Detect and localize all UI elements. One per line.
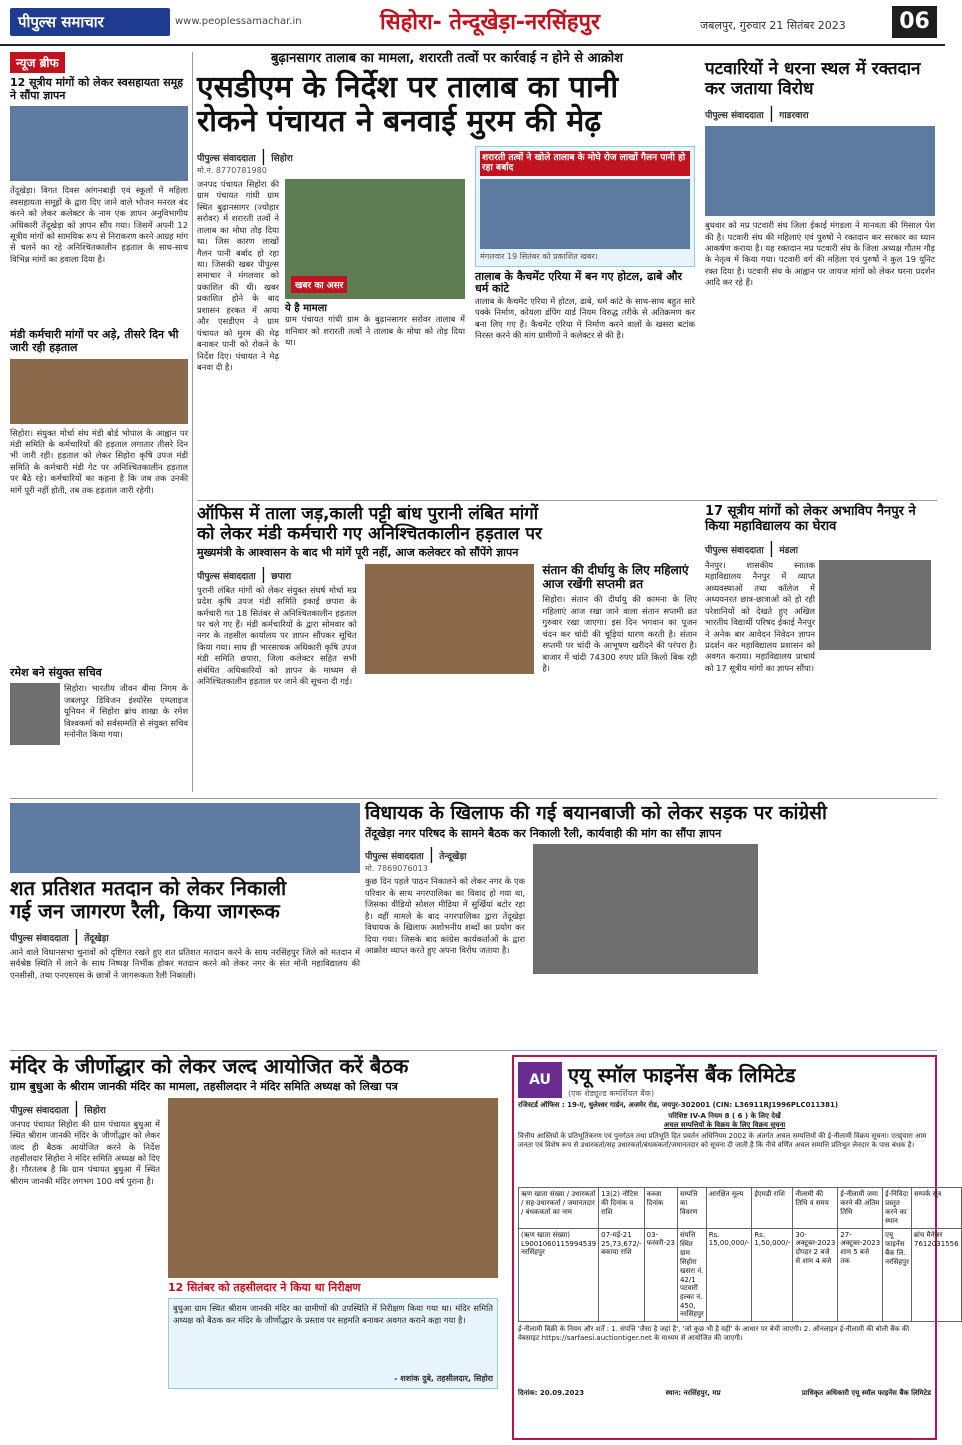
- patwari-story: पटवारियों ने धरना स्थल में रक्तदान कर जताया विरोध पीपुल्स संवाददाता | गाडरवारा बुधवार को मप्र पटवारी संघ जिला ईकाई मंगडला ने मानवता की मिसाल पेश की है। पटवारी संघ की महिलाएं एवं पुरुषों ने रक्तदान कर सरकार का ध्यान आकर्षण कराया है। यह रक्तदान मप्र पटवारी संघ के जिला अध्यक्ष गौतम गौड़ के नेतृत्व में किया गया। पटवारी वर्ग की महिला एवं पुरुषों ने कुल 19 यूनिट रक्त दिया है। पटवारी संघ के आह्वान पर जायज मांगों को लेकर धरना प्रदर्शन आदि कर रहे हैं।: [705, 60, 935, 480]
- lead-text: जनपद पंचायत सिहोरा की ग्राम पंचायत गांधी ग्राम स्थित बुढ़ानसागर (ज्योहार सरोवर) में शरारती तत्वों ने तालाब का मोघा तोड़ दिया था। जिस कारण लाखों गैलन पानी बर्बाद हो रहा था। जिसकी खबर पीपुल्स समाचार ने मंगलवार को प्रकाशित की थी। खबर प्रकाशित होने के बाद प्रशासन हरकत में आया और एसडीएम ने ग्राम पंचायत को मुरम की मेढ़ बनाकर पानी को रोकने के निर्देश दिए। पंचायत ने मेढ़ बनवा दी है।: [197, 178, 279, 372]
- brief-text-1: तेंदूखेड़ा। विगत दिवस आंगनबाड़ी एवं स्कूलों में महिला स्वसहायता समूहों के द्वारा दिए जाने वाले भोजन मनरल बंद करने को लेकर कलेक्टर के नाम एक ज्ञापन अनुविभागीय अधिकारी तेंदूखेड़ा को ज्ञापन सौंप गया। जिसमें अपनी 12 सूत्रीय मांगों को सामयिक रूप से निराकरण करने आग्रह मांग से चलने का रहे अनिश्चितकालीन हड़ताल के साथ-साथ विभिन्न मांगों का हवाला दिया है।: [10, 185, 188, 264]
- brief-photo-1: [10, 106, 188, 181]
- brief-headline-1: 12 सूत्रीय मांगों को लेकर स्वसहायता समूह ने सौंपा ज्ञापन: [10, 76, 184, 102]
- patwari-byline: पीपुल्स संवाददाता: [705, 111, 764, 122]
- mandi-headline-2: को लेकर मंडी कर्मचारी गए अनिश्चितकालीन हड़ताल पर: [197, 523, 542, 544]
- lead-kicker: बुढ़ानसागर तालाब का मामला, शरारती तत्वों पर कार्रवाई न होने से आक्रोश: [270, 51, 624, 66]
- column-divider: [192, 52, 193, 792]
- abvp-text: नैनपुर। शासकीय स्नातक महाविद्यालय नैनपुर में व्याप्त अव्यवस्थाओं तथा कॉलेज में अध्ययनरत छात्र-छात्राओं को हो रही परेशानियों को देखते हुए अखिल भारतीय विद्यार्थी परिषद ईकाई नैनपुर ने अनेक बार आवेदन निवेदन ज्ञापन प्रदर्शन कर महाविद्यालय प्रशासन को अवगत कराया। महाविद्यालय प्राचार्य को 17 सूत्रीय मांगों का ज्ञापन सौंपा।: [705, 559, 815, 673]
- lead-subtext: ग्राम पंचायत गांधी ग्राम के बुढ़ानसागर सरोवर तालाब में शनिवार को शरारती तत्वों ने तालाब के मोघा को तोड़ दिया था।: [285, 314, 465, 348]
- lead-mobile: मो.नं. 8770781980: [197, 165, 267, 175]
- patwari-text: बुधवार को मप्र पटवारी संघ जिला ईकाई मंगडला ने मानवता की मिसाल पेश की है। पटवारी संघ की महिलाएं एवं पुरुषों ने रक्तदान कर सरकार का ध्यान आकर्षण कराया है। यह रक्तदान मप्र पटवारी संघ के जिला अध्यक्ष गौतम गौड़ के नेतृत्व में किया गया। पटवारी वर्ग की महिला एवं पुरुषों ने कुल 19 यूनिट रक्त दिया है। पटवारी संघ के आह्वान पर जायज मांगों को लेकर धरना प्रदर्शन आदि कर रहे हैं।: [705, 220, 935, 288]
- mandi-text: पुरानी लंबित मांगों को लेकर संयुक्त संघर्ष मोर्चा मप्र प्रदेश कृषि उपज मंडी समिति इकाई छपारा के कर्मचारी गत 18 सितंबर से अनिश्चितकालीन हड़ताल पर चले गए हैं। मंडी कर्मचारियों के द्वारा सोमवार को नगर के तहसील कार्यालय पर ज्ञापन सौंपकर सूचित किया गया। साथ ही भारसाधक अधिकारी कृषि उपज मंडी समिति छपारा, जिला कलेक्टर सहित सभी संबंधित अधिकारियों को ज्ञापन के माध्यम से अनिश्चितकालीन हड़ताल पर जाने की सूचना दी गई।: [197, 584, 357, 687]
- photo-tag: खबर का असर: [291, 276, 347, 293]
- mandir-kicker: ग्राम बुधुआ के श्रीराम जानकी मंदिर का मामला, तहसीलदार ने मंदिर समिति अध्यक्ष को लिखा पत्र: [10, 1080, 398, 1093]
- matdan-story: शत प्रतिशत मतदान को लेकर निकाली गई जन जागरण रैली, किया जागरूक पीपुल्स संवाददाता | तेंदूखेड़ा आने वाले विधानसभा चुनावों को दृष्टिगत रखते हुए शत प्रतिशत मतदान करने के साथ नरसिंहपुर जिले को मतदान में सर्वश्रेष्ठ स्थिति में लाने के साथ निष्पक्ष निर्भीक होकर मतदान करने को लेकर नगर के संत मोनी महाविद्यालय की एनसीसी, तथा एनएसएस के छात्रों ने जागरूकता रैली निकाली।: [10, 803, 360, 1048]
- brief-headline-2: मंडी कर्मचारी मांगों पर अड़े, तीसरे दिन भी जारी रही हड़ताल: [10, 328, 179, 354]
- matdan-headline-1: शत प्रतिशत मतदान को लेकर निकाली: [10, 876, 287, 900]
- abvp-photo: [819, 560, 931, 650]
- side-story-headline: तालाब के कैचमेंट एरिया में बन गए होटल, ढाबे और धर्म कांटे: [475, 269, 683, 296]
- mandi-photo: [365, 564, 535, 674]
- lead-photo: [285, 179, 465, 299]
- side-story-text: तालाब के कैचमेंट एरिया में होटल, ढाबे, धर्म कांटे के साथ-साथ बहुत सारे पक्के निर्माण, कोयला डंपिंग यार्ड नियम विरुद्ध तरीके से अतिक्रमण कर बना लिए गए हैं। कैचमेंट एरिया में निर्माण करने वालों के खसरा बटांक निरस्त करने की मांग ग्रामीणों ने कलेक्टर से की है।: [475, 295, 695, 341]
- person-photo: [10, 683, 60, 745]
- ad-intro: वित्तीय आस्तियों के प्रतिभूतिकरण एवं पुनर्गठन तथा प्रतिभूति हित प्रवर्तन अधिनियम 2002 के अंतर्गत अचल सम्पत्तियों की ई-नीलामी विक्रय सूचना। एतद्द्वारा आम जनता एवं विशेष रूप से उधारकर्ता/सह उधारकर्ता/बंधककर्ता/जमानतदार को सूचना दी जाती है कि नीचे वर्णित अचल सम्पत्ति प्रतिभूत लेनदार के पास बंधक है।: [518, 1132, 927, 1150]
- masthead: [0, 0, 945, 46]
- congress-text: कुछ दिन पहले पाठन निकालने को लेकर नगर के एक परिवार के साथ नगरपालिका का विवाद हो गया था, जिसका वीडियो सोशल मीडिया में सुर्खियां बटोर रहा है। वहीं मामले के बाद नगरपालिका द्वारा तेंदूखेड़ा विधायक के खिलाफ अशोभनीय शब्दों का प्रयोग कर दिया गया। जिसके बाद कांग्रेस कार्यकर्ताओं के द्वारा आक्रोश व्याप्त करते हुए अपना विरोध जताया है।: [365, 876, 525, 956]
- table-row: (ऋण खाता संख्या) L9001060115994539 नरसिंहपुर 07-मई-21 25,73,672/- बकाया राशि 03-फरवरी-23 संपत्ति स्थित ग्राम सिहोरा खसरा नं. 42/1 पटवारी हल्का नं. 450, नरसिंहपुर Rs. 15,00,000/- Rs. 1,50,000/- 30-अक्टूबर-2023 दोपहर 2 बजे से शाम 4 बजे 27-अक्टूबर-2023 शाम 5 बजे तक एयू फाइनेंस बैंक लि. नरसिंहपुर ब्रांच मैनेजर 7612031556: [519, 1229, 962, 1322]
- newspaper-clip: [475, 146, 695, 267]
- mandi-headline-1: ऑफिस में ताला जड़,काली पट्टी बांध पुरानी लंबित मांगों: [197, 504, 539, 524]
- brief-tag: न्यूज ब्रीफ: [10, 52, 65, 73]
- lead-place: सिहोरा: [271, 153, 293, 164]
- congress-kicker: तेंदूखेड़ा नगर परिषद के सामने बैठक कर निकाली रैली, कार्यवाही की मांग का सौंपा ज्ञापन: [365, 826, 722, 840]
- mandi-story: ऑफिस में ताला जड़,काली पट्टी बांध पुरानी लंबित मांगों को लेकर मंडी कर्मचारी गए अनिश्चितकालीन हड़ताल पर मुख्यमंत्री के आश्वासन के बाद भी मांगें पूरी नहीं, आज कलेक्टर को सौंपेंगे ज्ञापन पीपुल्स संवाददाता | छपारा पुरानी लंबित मांगों को लेकर संयुक्त संघर्ष मोर्चा मप्र प्रदेश कृषि उपज मंडी समिति इकाई छपारा के कर्मचारी गत 18 सितंबर से अनिश्चितकालीन हड़ताल पर चले गए हैं। मंडी कर्मचारियों के द्वारा सोमवार को नगर के तहसील कार्यालय पर ज्ञापन सौंपकर सूचित किया गया। साथ ही भारसाधक अधिकारी कृषि उपज मंडी समिति छपारा, जिला कलेक्टर सहित सभी संबंधित अधिकारियों को ज्ञापन के माध्यम से अनिश्चितकालीन हड़ताल पर जाने की सूचना दी गई। संतान की दीर्घायु के लिए महिलाएं आज रखेंगी सप्तमी व्रत सिहोरा। संतान की दीर्घायु की कामना के लिए महिलाएं आज रखा जाने वाला संतान सप्तमी व्रत गुरुवार रखा जाएगा। इस दिन भगवान का पूजन चंदन कर चांदी की चूड़ियां धारण करती है। संतान सप्तमी पर चांदी के आभूषण खरीदने की परंपरा है। बाजार में चांदी 74300 रुपए प्रति किलो बिक रही है।: [197, 505, 697, 795]
- mandir-byline: पीपुल्स संवाददाता: [10, 1105, 69, 1116]
- clip-caption: मंगलवार 19 सितंबर को प्रकाशित खबर।: [480, 251, 598, 261]
- brief-photo-2: [10, 359, 188, 424]
- ad-date: दिनांक: 20.09.2023: [518, 1389, 585, 1398]
- congress-place: तेन्दूखेड़ा: [439, 852, 467, 863]
- ad-table-header: ऋण खाता संख्या / उधारकर्ता / सह-उधारकर्ता / जमानतदार / बंधककर्ता का नाम 13(2) नोटिस की दिनांक व राशि कब्जा दिनांक सम्पत्ति का विवरण आरक्षित मूल्य ईएमडी राशि नीलामी की तिथि व समय ई-नीलामी जमा करने की अंतिम तिथि ई-निविदा प्रस्तुत करने का स्थान सम्पर्क सूत्र: [519, 1188, 962, 1229]
- brief-headline-3: रमेश बने संयुक्त सचिव: [10, 665, 102, 679]
- abvp-headline: 17 सूत्रीय मांगों को लेकर अभाविप नैनपुर ने किया महाविद्यालय का घेराव: [705, 504, 916, 534]
- congress-mobile: मो. 7869076013: [365, 864, 428, 874]
- mandi-place: छपारा: [271, 571, 292, 582]
- ad-subtitle: (एक शेड्यूल्ड कमर्शियल बैंक): [568, 1089, 655, 1098]
- mandir-text: जनपद पंचायत सिहोरा की ग्राम पंचायत बुधुआ में स्थित श्रीराम जानकी मंदिर के जीर्णोद्धार को लेकर जल्द ही बैठक आयोजित करने के निर्देश तहसीलदार सिहोरा ने मंदिर समिति अध्यक्ष को दिए हैं। गौरतलब है कि ग्राम पंचायत बुधुआ में स्थित श्रीराम जानकी मंदिर लगभग 100 वर्ष पुराना है।: [10, 1118, 160, 1186]
- lead-subhead: ये है मामला: [285, 302, 327, 314]
- mandir-quote: बुधुआ ग्राम स्थित श्रीराम जानकी मंदिर का ग्रामीणों की उपस्थिति में निरीक्षण किया गया था। मंदिर समिति अध्यक्ष को बैठक कर मंदिर के जीर्णोद्धार के प्रस्ताव पर सहमति बनाकर अवगत कराने कहा गया है।: [173, 1303, 493, 1325]
- rally-photo: [10, 803, 360, 873]
- matdan-byline: पीपुल्स संवाददाता: [10, 934, 69, 944]
- mandir-photo: [168, 1098, 498, 1278]
- issue-date: जबलपुर, गुरुवार 21 सितंबर 2023: [700, 19, 846, 32]
- ad-notice-title: अचल सम्पत्तियों के विक्रय के लिए विक्रय सूचना: [663, 1121, 786, 1130]
- matdan-place: तेंदूखेड़ा: [84, 934, 109, 944]
- lead-headline-2: रोकने पंचायत ने बनवाई मुरम की मेढ़: [197, 104, 602, 140]
- congress-byline: पीपुल्स संवाददाता: [365, 852, 424, 863]
- website-link[interactable]: www.peoplessamachar.in: [175, 16, 302, 27]
- matdan-text: आने वाले विधानसभा चुनावों को दृष्टिगत रखते हुए शत प्रतिशत मतदान करने के साथ नरसिंहपुर जिले को मतदान में सर्वश्रेष्ठ स्थिति में लाने के साथ निष्पक्ष निर्भीक होकर मतदान करने को लेकर नगर के संत मोनी महाविद्यालय की एनसीसी, तथा एनएसएस के छात्रों ने जागरूकता रैली निकाली।: [10, 947, 360, 980]
- abvp-story: 17 सूत्रीय मांगों को लेकर अभाविप नैनपुर ने किया महाविद्यालय का घेराव पीपुल्स संवाददाता | मंडला नैनपुर। शासकीय स्नातक महाविद्यालय नैनपुर में व्याप्त अव्यवस्थाओं तथा कॉलेज में अध्ययनरत छात्र-छात्राओं को हो रही परेशानियों को देखते हुए अखिल भारतीय विद्यार्थी परिषद ईकाई नैनपुर ने अनेक बार आवेदन निवेदन ज्ञापन प्रदर्शन कर महाविद्यालय प्रशासन को अवगत कराया। महाविद्यालय प्राचार्य को 17 सूत्रीय मांगों का ज्ञापन सौंपा।: [705, 505, 935, 795]
- clip-title: शरारती तत्वों ने खोले तालाब के मोघे रोज लाखों गैलन पानी हो रहा बर्बाद: [480, 151, 690, 176]
- news-brief-column: [10, 52, 188, 792]
- mandir-story: मंदिर के जीर्णोद्धार को लेकर जल्द आयोजित करें बैठक ग्राम बुधुआ के श्रीराम जानकी मंदिर का मामला, तहसीलदार ने मंदिर समिति अध्यक्ष को लिखा पत्र पीपुल्स संवाददाता | सिहोरा जनपद पंचायत सिहोरा की ग्राम पंचायत बुधुआ में स्थित श्रीराम जानकी मंदिर के जीर्णोद्धार को लेकर जल्द ही बैठक आयोजित करने के निर्देश तहसीलदार सिहोरा ने मंदिर समिति अध्यक्ष को दिए हैं। गौरतलब है कि ग्राम पंचायत बुधुआ में स्थित श्रीराम जानकी मंदिर लगभग 100 वर्ष पुराना है। 12 सितंबर को तहसीलदार ने किया था निरीक्षण बुधुआ ग्राम स्थित श्रीराम जानकी मंदिर का ग्रामीणों की उपस्थिति में निरीक्षण किया गया था। मंदिर समिति अध्यक्ष को बैठक कर मंदिर के जीर्णोद्धार के प्रस्ताव पर सहमति बनाकर अवगत कराने कहा गया है। - शशांक दुबे, तहसीलदार, सिहोरा: [10, 1055, 505, 1440]
- mandir-quote-by: - शशांक दुबे, तहसीलदार, सिहोरा: [394, 1374, 493, 1384]
- ad-signatory: प्राधिकृत अधिकारी एयू स्मॉल फाइनेंस बैंक लिमिटेड: [801, 1389, 931, 1398]
- mandir-photo-caption: 12 सितंबर को तहसीलदार ने किया था निरीक्षण: [168, 1280, 361, 1294]
- section-divider: [197, 500, 937, 501]
- congress-story: विधायक के खिलाफ की गई बयानबाजी को लेकर सड़क पर कांग्रेसी तेंदूखेड़ा नगर परिषद के सामने बैठक कर निकाली रैली, कार्यवाही की मांग का सौंपा ज्ञापन पीपुल्स संवाददाता | तेन्दूखेड़ा मो. 7869076013 कुछ दिन पहले पाठन निकालने को लेकर नगर के एक परिवार के साथ नगरपालिका का विवाद हो गया था, जिसका वीडियो सोशल मीडिया में सुर्खियां बटोर रहा है। वहीं मामले के बाद नगरपालिका द्वारा तेंदूखेड़ा विधायक के खिलाफ अशोभनीय शब्दों का प्रयोग कर दिया गया। जिसके बाद कांग्रेस कार्यकर्ताओं के द्वारा आक्रोश व्याप्त करते हुए अपना विरोध जताया है।: [365, 803, 937, 1048]
- ad-title: एयू स्मॉल फाइनेंस बैंक लिमिटेड: [568, 1063, 796, 1087]
- ad-address: रजिस्टर्ड ऑफिस : 19-ए, धुलेश्वर गार्डन, अजमेर रोड, जयपुर-302001 (CIN: L36911RJ1996PLC011381): [518, 1101, 839, 1109]
- patwari-headline: पटवारियों ने धरना स्थल में रक्तदान कर जताया विरोध: [705, 59, 921, 99]
- ad-appendix: परिशिष्ट IV-A नियम 8 ( 6 ) के लिए देखें: [668, 1112, 781, 1121]
- abvp-byline: पीपुल्स संवाददाता: [705, 545, 764, 556]
- newspaper-logo: पीपुल्स समाचार: [10, 8, 170, 36]
- brief-text-2: सिहोरा। संयुक्त मोर्चा संघ मंडी बोर्ड भोपाल के आह्वान पर मंडी समिति के कर्मचारियों की हड़ताल लगातार तीसरे दिन भी जारी रही। हड़ताल को लेकर सिहोरा कृषि उपज मंडी समिति के कर्मचारी मंडी गेट पर अनिश्चितकालीन हड़ताल पर बैठे रहे। कर्मचारियों का कहना है कि जब तक उनकी मांगें पूरी नहीं होती, तब तक हड़ताल जारी रहेगी।: [10, 427, 188, 495]
- page-number: 06: [892, 6, 937, 38]
- congress-headline: विधायक के खिलाफ की गई बयानबाजी को लेकर सड़क पर कांग्रेसी: [365, 802, 827, 824]
- bank-logo: AU: [518, 1062, 562, 1098]
- clip-photo: [480, 179, 690, 249]
- section-title: सिहोरा- तेन्दूखेड़ा-नरसिंहपुर: [380, 10, 601, 35]
- patwari-place: गाडरवारा: [779, 111, 809, 122]
- santan-headline: संतान की दीर्घायु के लिए महिलाएं आज रखेंगी सप्तमी व्रत: [542, 562, 689, 591]
- bank-notice-ad: [512, 1055, 959, 1440]
- lead-story: बुढ़ानसागर तालाब का मामला, शरारती तत्वों पर कार्रवाई न होने से आक्रोश एसडीएम के निर्देश पर तालाब का पानी रोकने पंचायत ने बनवाई मुरम की मेढ़ पीपुल्स संवाददाता | सिहोरा मो.नं. 8770781980 जनपद पंचायत सिहोरा की ग्राम पंचायत गांधी ग्राम स्थित बुढ़ानसागर (ज्योहार सरोवर) में शरारती तत्वों ने तालाब का मोघा तोड़ दिया था। जिस कारण लाखों गैलन पानी बर्बाद हो रहा था। जिसकी खबर पीपुल्स समाचार ने मंगलवार को प्रकाशित की थी। खबर प्रकाशित होने के बाद प्रशासन हरकत में आया और एसडीएम ने ग्राम पंचायत को मुरम की मेढ़ बनाकर पानी को रोकने के निर्देश दिए। पंचायत ने मेढ़ बनवा दी है। खबर का असर ये है मामला ग्राम पंचायत गांधी ग्राम के बुढ़ानसागर सरोवर तालाब में शनिवार को शरारती तत्वों ने तालाब के मोघा को तोड़ दिया था। शरारती तत्वों ने खोले तालाब के मोघे रोज लाखों गैलन पानी हो रहा बर्बाद मंगलवार 19 सितंबर को प्रकाशित खबर। तालाब के कैचमेंट एरिया में बन गए होटल, ढाबे और धर्म कांटे तालाब के कैचमेंट एरिया में होटल, ढाबे, धर्म कांटे के साथ-साथ बहुत सारे पक्के निर्माण, कोयला डंपिंग यार्ड नियम विरुद्ध तरीके से अतिक्रमण कर बना लिए गए हैं। कैचमेंट एरिया में निर्माण करने वालों के खसरा बटांक निरस्त करने की मांग ग्रामीणों ने कलेक्टर से की है।: [197, 52, 697, 497]
- matdan-headline-2: गई जन जागरण रैली, किया जागरूक: [10, 899, 280, 923]
- ad-place: स्थान: नरसिंहपुर, मप्र: [665, 1389, 721, 1398]
- congress-photo: [533, 844, 758, 974]
- lead-byline: पीपुल्स संवाददाता: [197, 153, 256, 164]
- section-divider: [10, 798, 937, 799]
- mandi-byline: पीपुल्स संवाददाता: [197, 571, 256, 582]
- lead-headline-1: एसडीएम के निर्देश पर तालाब का पानी: [197, 69, 619, 105]
- section-divider: [10, 1050, 937, 1051]
- mandi-kicker: मुख्यमंत्री के आश्वासन के बाद भी मांगें पूरी नहीं, आज कलेक्टर को सौंपेंगे ज्ञापन: [197, 546, 519, 560]
- mandir-place: सिहोरा: [84, 1105, 106, 1116]
- congress-text-cont: [766, 844, 931, 1029]
- patwari-photo: [705, 126, 935, 216]
- santan-text: सिहोरा। संतान की दीर्घायु की कामना के लिए महिलाएं आज रखा जाने वाला संतान सप्तमी व्रत गुरुवार रखा जाएगा। इस दिन भगवान का पूजन चंदन कर चांदी की चूड़ियां धारण करती है। संतान सप्तमी पर चांदी के आभूषण खरीदने की परंपरा है। बाजार में चांदी 74300 रुपए प्रति किलो बिक रही है।: [542, 594, 698, 673]
- ad-terms: ई-नीलामी बिक्री के नियम और शर्तें : 1. संपत्ति 'जैसा है जहां है', 'जो कुछ भी है वहीं' के आधार पर बेची जाएगी। 2. ऑनलाइन ई-नीलामी की बोली बैंक की वेबसाइट https://sarfaesi.auctiontiger.net के माध्यम से आयोजित की जाएगी।: [518, 1325, 910, 1343]
- ad-table: [518, 1187, 962, 1322]
- abvp-place: मंडला: [779, 545, 798, 556]
- brief-text-3: सिहोरा। भारतीय जीवन बीमा निगम के जबलपुर डिविजन इंश्योरेंस एम्प्लाइज यूनियन में सिहोरा ब्रांच शाखा के रमेश विश्वकर्मा को सर्वसम्मति से संयुक्त सचिव मनोनीत किया गया।: [64, 683, 188, 739]
- mandir-headline: मंदिर के जीर्णोद्धार को लेकर जल्द आयोजित करें बैठक: [10, 1054, 409, 1078]
